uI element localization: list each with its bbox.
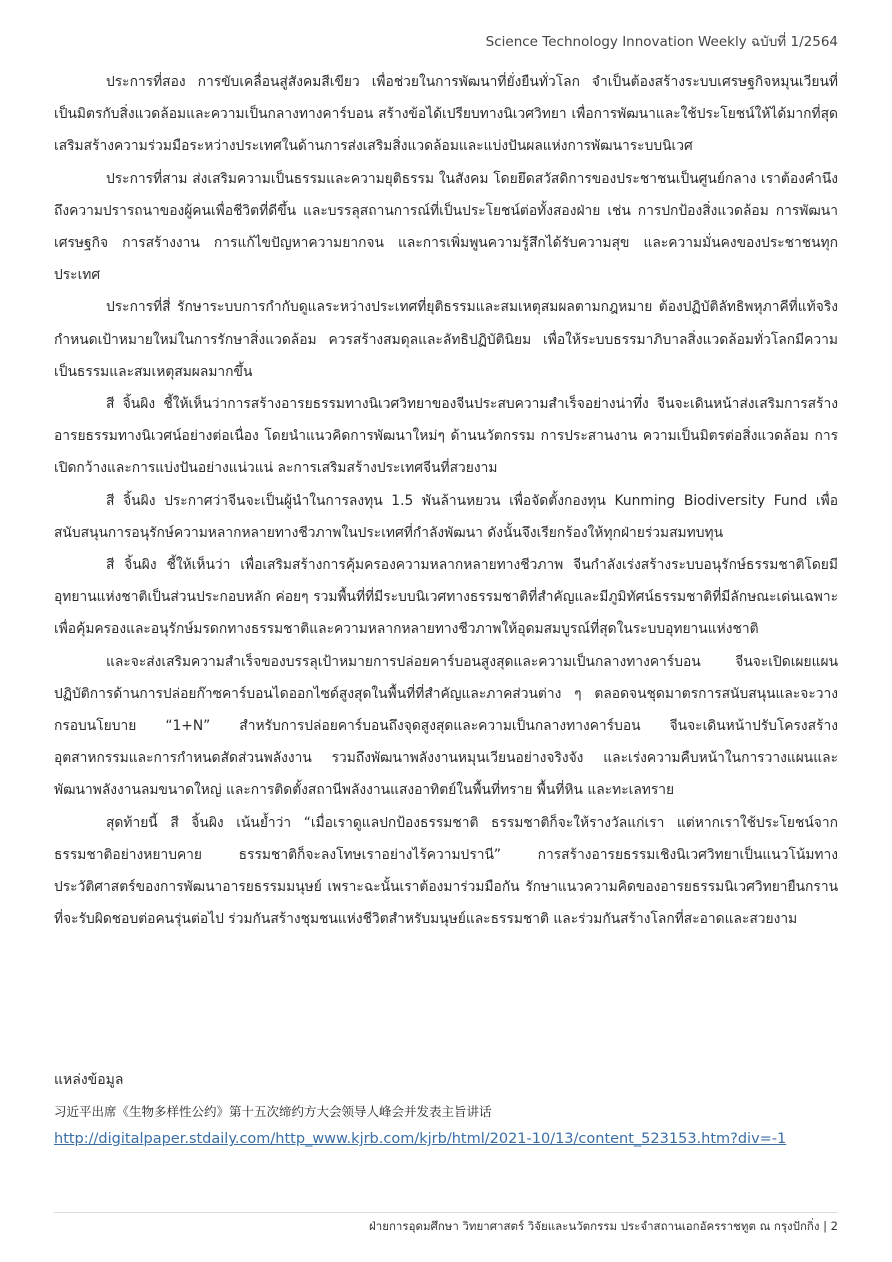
source-chinese-title: 习近平出席《生物多样性公约》第十五次缔约方大会领导人峰会并发表主旨讲话 <box>54 1104 492 1119</box>
paragraph-national-parks: สี จิ้นผิง ชี้ให้เห็นว่า เพื่อเสริมสร้างการคุ้มครองความหลากหลายทางชีวภาพ จีนกำลังเร่งสร้างระบบอนุรักษ์ธรรมชาติโดยมีอุทยานแห่งชาติเป็นส่วนประกอบหลัก ค่อยๆ รวมพื้นที่ที่มีระบบนิเวศทางธรรมชาติที่สำคัญและมีภูมิทัศน์ธรรมชาติที่มีลักษณะเด่นเฉพาะ เพื่อคุ้มครองและอนุรักษ์มรดกทางธรรมชาติและความหลากหลายทางชีวภาพให้อุดมสมบูรณ์ที่สุดในระบบอุทยานแห่งชาติ <box>54 557 838 638</box>
page-header: Science Technology Innovation Weekly ฉบับที่ 1/2564 <box>485 34 838 50</box>
source-link[interactable]: http://digitalpaper.stdaily.com/http_www.kjrb.com/kjrb/html/2021-10/13/content_523153.htm?div=-1 <box>54 1131 787 1147</box>
page-footer: ฝ่ายการอุดมศึกษา วิทยาศาสตร์ วิจัยและนวัตกรรม ประจำสถานเอกอัครราชทูต ณ กรุงปักกิ่ง | 2 <box>369 1219 838 1233</box>
paragraph-fourth-point: ประการที่สี่ รักษาระบบการกำกับดูแลระหว่างประเทศที่ยุติธรรมและสมเหตุสมผลตามกฎหมาย ต้องปฏิบัติลัทธิพหุภาคีที่แท้จริง กำหนดเป้าหมายใหม่ในการรักษาสิ่งแวดล้อม ควรสร้างสมดุลและลัทธิปฏิบัตินิยม เพื่อให้ระบบธรรมาภิบาลสิ่งแวดล้อมทั่วโลกมีความเป็นธรรมและสมเหตุสมผลมากขึ้น <box>54 299 838 380</box>
footer-divider <box>54 1212 838 1213</box>
paragraph-biodiversity-fund: สี จิ้นผิง ประกาศว่าจีนจะเป็นผู้นำในการลงทุน 1.5 พันล้านหยวน เพื่อจัดตั้งกองทุน Kunming Biodiversity Fund เพื่อสนับสนุนการอนุรักษ์ความหลากหลายทางชีวภาพในประเทศที่กำลังพัฒนา ดังนั้นจึงเรียกร้องให้ทุกฝ่ายร่วมสมทบทุน <box>54 492 838 541</box>
paragraph-third-point: ประการที่สาม ส่งเสริมความเป็นธรรมและความยุติธรรม ในสังคม โดยยึดสวัสดิการของประชาชนเป็นศูนย์กลาง เราต้องคำนึงถึงความปรารถนาของผู้คนเพื่อชีวิตที่ดีขึ้น และบรรลุสถานการณ์ที่เป็นประโยชน์ต่อทั้งสองฝ่าย เช่น การปกป้องสิ่งแวดล้อม การพัฒนาเศรษฐกิจ การสร้างงาน การแก้ไขปัญหาความยากจน และการเพิ่มพูนความรู้สึกได้รับความสุข และความมั่นคงของประชาชนทุกประเทศ <box>54 170 838 284</box>
paragraph-second-point: ประการที่สอง การขับเคลื่อนสู่สังคมสีเขียว เพื่อช่วยในการพัฒนาที่ยั่งยืนทั่วโลก จำเป็นต้องสร้างระบบเศรษฐกิจหมุนเวียนที่เป็นมิตรกับสิ่งแวดล้อมและความเป็นกลางทางคาร์บอน สร้างข้อได้เปรียบทางนิเวศวิทยา เพื่อการพัฒนาและใช้ประโยชน์ให้ได้มากที่สุด เสริมสร้างความร่วมมือระหว่างประเทศในด้านการส่งเสริมสิ่งแวดล้อมและแบ่งปันผลแห่งการพัฒนาระบบนิเวศ <box>54 74 838 155</box>
paragraph-conclusion: สุดท้ายนี้ สี จิ้นผิง เน้นย้ำว่า “เมื่อเราดูแลปกป้องธรรมชาติ ธรรมชาติก็จะให้รางวัลแก่เรา แต่หากเราใช้ประโยชน์จากธรรมชาติอย่างหยาบคาย ธรรมชาติก็จะลงโทษเราอย่างไร้ความปรานี” การสร้างอารยธรรมเชิงนิเวศวิทยาเป็นแนวโน้มทางประวัติศาสตร์ของการพัฒนาอารยธรรมมนุษย์ เพราะฉะนั้นเราต้องมาร่วมมือกัน รักษาแนวความคิดของอารยธรรมนิเวศวิทยายืนกรานที่จะรับผิดชอบต่อคนรุ่นต่อไป ร่วมกันสร้างชุมชนแห่งชีวิตสำหรับมนุษย์และธรรมชาติ และร่วมกันสร้างโลกที่สะอาดและสวยงาม <box>54 814 838 928</box>
paragraph-carbon-neutrality: และจะส่งเสริมความสำเร็จของบรรลุเป้าหมายการปล่อยคาร์บอนสูงสุดและความเป็นกลางทางคาร์บอน จีนจะเปิดเผยแผนปฏิบัติการด้านการปล่อยก๊าซคาร์บอนไดออกไซด์สูงสุดในพื้นที่ที่สำคัญและภาคส่วนต่าง ๆ ตลอดจนชุดมาตรการสนับสนุนและจะวางกรอบนโยบาย “1+N” สำหรับการปล่อยคาร์บอนถึงจุดสูงสุดและความเป็นกลางทางคาร์บอน จีนจะเดินหน้าปรับโครงสร้างอุตสาหกรรมและการกำหนดสัดส่วนพลังงาน รวมถึงพัฒนาพลังงานหมุนเวียนอย่างจริงจัง และเร่งความคืบหน้าในการวางแผนและพัฒนาพลังงานลมขนาดใหญ่ และการติดตั้งสถานีพลังงานแสงอาทิตย์ในพื้นที่ทราย พื้นที่หิน และทะเลทราย <box>54 653 838 799</box>
sources-title: แหล่งข้อมูล <box>54 1072 124 1088</box>
article-body <box>54 66 838 935</box>
sources-section <box>54 1066 838 1154</box>
paragraph-ecological-civilization: สี จิ้นผิง ชี้ให้เห็นว่าการสร้างอารยธรรมทางนิเวศวิทยาของจีนประสบความสำเร็จอย่างน่าทึ่ง จีนจะเดินหน้าส่งเสริมการสร้างอารยธรรมทางนิเวศน์อย่างต่อเนื่อง โดยนำแนวคิดการพัฒนาใหม่ๆ ด้านนวัตกรรม การประสานงาน ความเป็นมิตรต่อสิ่งแวดล้อม การเปิดกว้างและการแบ่งปันอย่างแน่วแน่ ละการเสริมสร้างประเทศจีนที่สวยงาม <box>54 396 838 477</box>
